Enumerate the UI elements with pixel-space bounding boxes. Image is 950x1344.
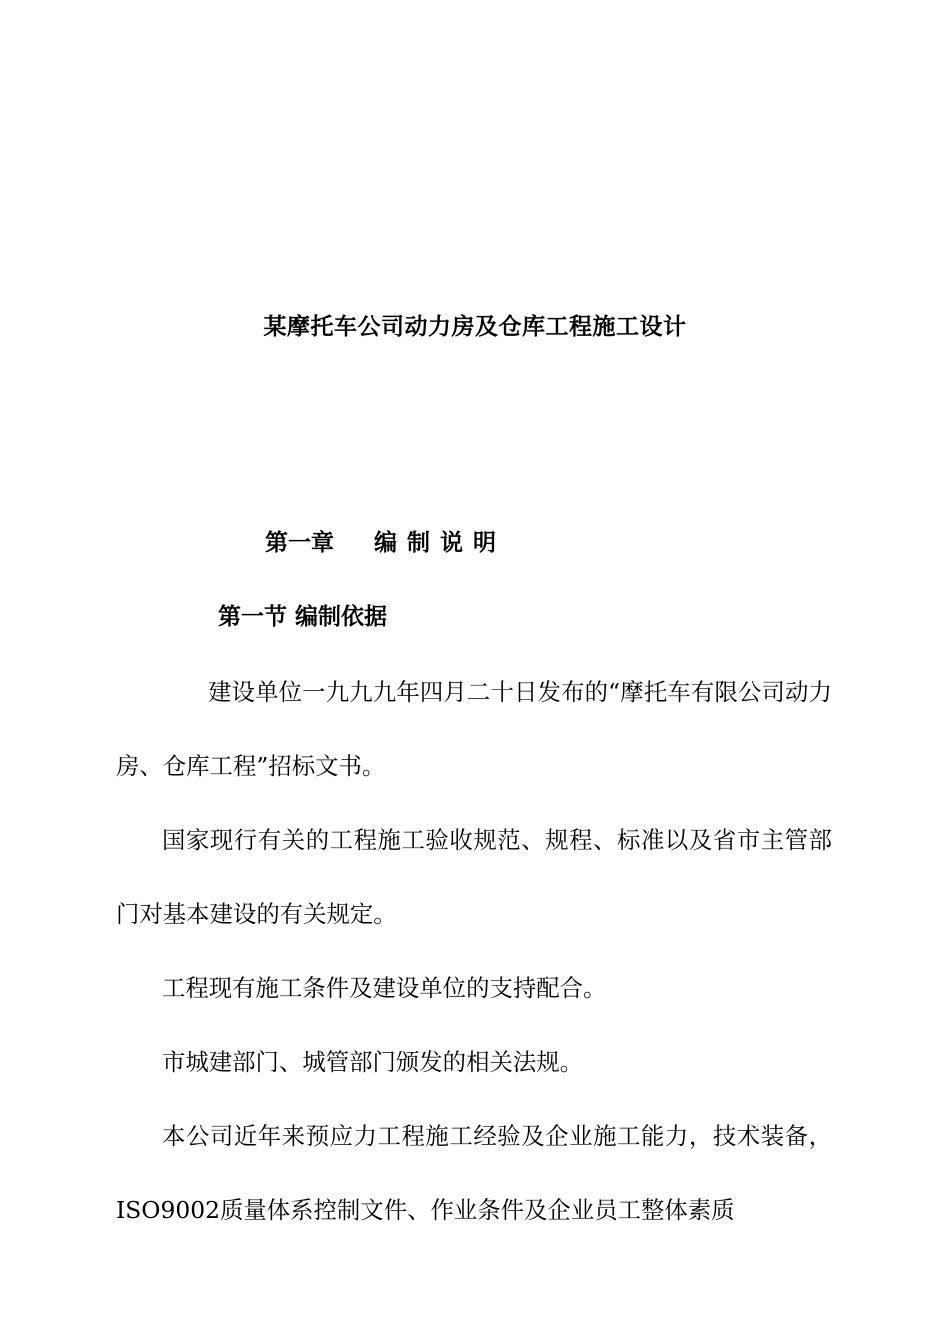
paragraph-text: 市城建部门、城管部门颁发的相关法规。 bbox=[162, 1048, 584, 1076]
document-title: 某摩托车公司动力房及仓库工程施工设计 bbox=[263, 314, 687, 340]
section-heading: 第一节 编制依据 bbox=[218, 604, 388, 630]
chapter-heading bbox=[265, 524, 506, 557]
paragraph bbox=[116, 1099, 832, 1247]
paragraph bbox=[116, 803, 832, 951]
paragraph-text: 工程现有施工条件及建设单位的支持配合。 bbox=[162, 974, 607, 1002]
paragraph bbox=[116, 1025, 832, 1099]
chapter-number: 第一章 bbox=[265, 530, 334, 556]
paragraph-text: 建设单位一九九九年四月二十日发布的“摩托车有限公司动力房、仓库工程”招标文书。 bbox=[116, 678, 832, 780]
paragraph-text: 国家现行有关的工程施工验收规范、规程、标准以及省市主管部门对基本建设的有关规定。 bbox=[116, 826, 832, 928]
paragraph-text: 本公司近年来预应力工程施工经验及企业施工能力，技术装备，ISO9002质量体系控制文件、作业条件及企业员工整体素质 bbox=[116, 1122, 832, 1224]
chapter-name: 编制说明 bbox=[374, 530, 506, 556]
paragraph bbox=[116, 655, 832, 803]
paragraph bbox=[116, 951, 832, 1025]
